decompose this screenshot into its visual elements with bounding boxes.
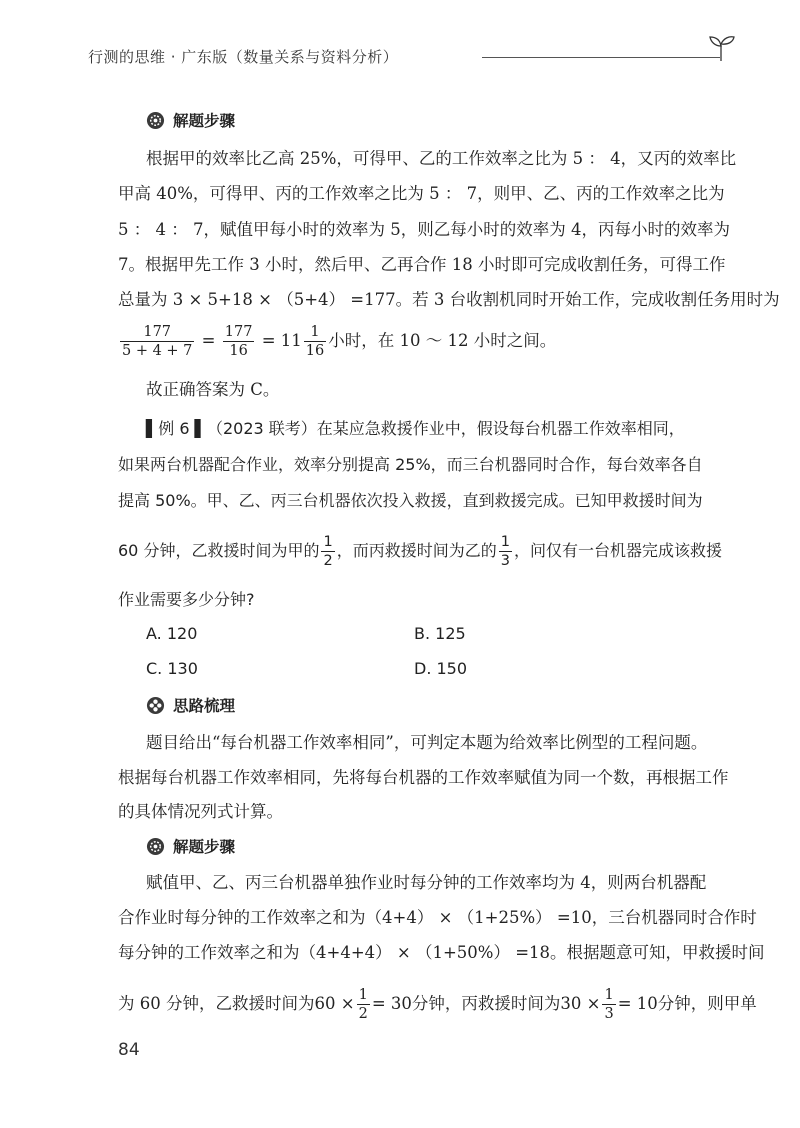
question-line: 作业需要多少分钟? [118,590,255,609]
fraction: $\frac{177}{5 + 4 + 7}$ [122,324,193,359]
flower-icon [146,696,165,715]
paragraph-line: 根据甲的效率比乙高 25%，可得甲、乙的工作效率之比为 5 ： 4，又丙的效率比 [146,149,737,168]
paragraph-line: 甲高 40%，可得甲、丙的工作效率之比为 5 ： 7，则甲、乙、丙的工作效率之比为 [118,184,725,203]
option-b: B. 125 [414,624,466,643]
question-line: 提高 50%。甲、乙、丙三台机器依次投入救援，直到救援完成。已知甲救援时间为 [118,491,703,510]
formula-line: $\frac{177}{5 + 4 + 7}$ = $\frac{177}{16}$ = 11 $\frac{1}{16}$ 小时，在 10 ～ 12 小时之间。 [122,324,557,359]
paragraph-line: 5 ： 4 ： 7，赋值甲每小时的效率为 5，则乙每小时的效率为 4，丙每小时的效率为 [118,220,730,239]
option-a: A. 120 [146,624,198,643]
gear-icon [146,111,165,130]
question-line: 60 分钟，乙救援时间为甲的 $\frac{1}{2}$ ，而丙救援时间为乙的 $\frac{1}{3}$ ，问仅有一台机器完成该救援 [118,534,722,569]
option-d: D. 150 [414,659,468,678]
gear-icon [146,837,165,856]
fraction: $\frac{1}{3}$ [604,987,614,1022]
section-label: 解题步骤 [173,112,236,130]
paragraph-line: 根据每台机器工作效率相同，先将每台机器的工作效率赋值为同一个数，再根据工作 [118,768,729,787]
section-heading-solution-steps [146,834,235,858]
section-label: 思路梳理 [173,697,236,715]
fraction: $\frac{177}{16}$ [224,324,253,359]
answer-line: 故正确答案为 C。 [146,380,280,399]
paragraph-line: 题目给出“每台机器工作效率相同”，可判定本题为给效率比例型的工程问题。 [146,733,708,752]
formula-line: 为 60 分钟，乙救援时间为60 × $\frac{1}{2}$ = 30分钟，丙救援时间为30 × $\frac{1}{3}$ = 10分钟，则甲单 [118,987,757,1022]
option-c: C. 130 [146,659,198,678]
fraction: $\frac{1}{2}$ [323,534,333,569]
question-line: 如果两台机器配合作业，效率分别提高 25%，而三台机器同时合作，每台效率各自 [118,455,703,474]
fraction: $\frac{1}{2}$ [358,987,368,1022]
header-rule [482,57,720,58]
running-head [88,40,728,76]
page-number: 84 [118,1040,140,1060]
paragraph-line: 合作业时每分钟的工作效率之和为（4+4） × （1+25%） =10，三台机器同时合作时 [118,908,757,927]
paragraph-line: 赋值甲、乙、丙三台机器单独作业时每分钟的工作效率均为 4，则两台机器配 [146,873,707,892]
paragraph-line: 总量为 3 × 5+18 × （5+4） =177。若 3 台收割机同时开始工作，完成收割任务用时为 [118,290,780,309]
section-label: 解题步骤 [173,838,236,856]
paragraph-line: 每分钟的工作效率之和为（4+4+4） × （1+50%） =18。根据题意可知，甲救援时间 [118,943,765,962]
section-heading-approach [146,693,235,717]
fraction: $\frac{1}{16}$ [305,324,325,359]
book-title: 行测的思维 · 广东版（数量关系与资料分析） [88,48,399,66]
example-title-line: ▌例 6 ▌（2023 联考）在某应急救援作业中，假设每台机器工作效率相同， [146,419,685,438]
section-heading-solution-steps [146,108,235,132]
sprout-icon [706,34,736,62]
paragraph-line: 的具体情况列式计算。 [118,802,283,821]
paragraph-line: 7。根据甲先工作 3 小时，然后甲、乙再合作 18 小时即可完成收割任务，可得工作 [118,255,726,274]
fraction: $\frac{1}{3}$ [500,534,510,569]
